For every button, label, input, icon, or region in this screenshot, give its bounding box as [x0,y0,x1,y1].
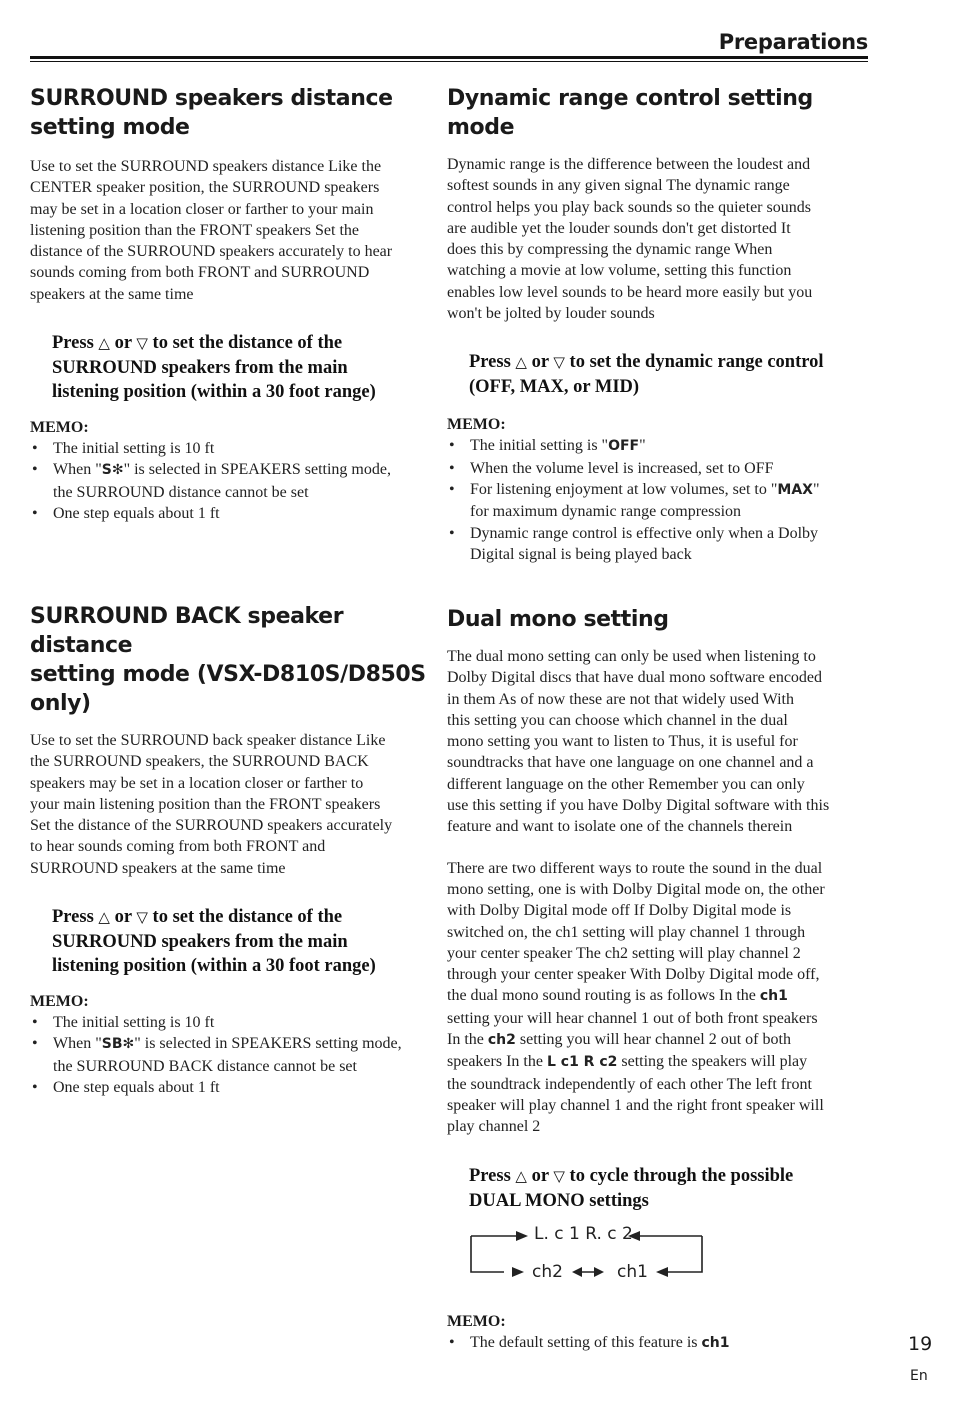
body-line: speakers In the [447,1053,547,1071]
memo-item [30,1012,430,1033]
memo-list [447,435,872,565]
down-triangle-icon: ▽ [553,355,565,372]
memo-item [447,458,872,479]
memo-item [30,438,430,459]
down-triangle-icon: ▽ [136,910,148,927]
body-line: speaker will play channel 1 and the right front speaker will [447,1096,824,1114]
body-line: sounds coming from both FRONT and SURROUND [30,264,370,282]
body-line: won't be jolted by louder sounds [447,305,655,323]
memo-text: for maximum dynamic range compression [470,503,742,521]
arrow-left-icon [572,1267,582,1277]
memo-item [30,459,430,503]
body-line: the dual mono sound routing is as follows In the [447,987,760,1005]
press-or: or [531,1165,549,1186]
cycle-label-lc1rc2: L. c 1 R. c 2 [534,1224,633,1244]
body-line: distance of the SURROUND speakers accurately to hear [30,243,393,261]
body-line: the SURROUND speakers, the SURROUND BACK [30,753,369,771]
display-code: ch1 [759,988,788,1005]
display-code: S✻ [101,462,124,479]
memo-item [30,1077,430,1098]
memo-title: MEMO: [30,993,89,1011]
arrow-right-icon [512,1267,524,1277]
memo-text: " [812,480,820,498]
memo-list [447,1332,872,1354]
press-line: (OFF, MAX, or MID) [469,377,640,398]
body-line: Use to set the SURROUND speakers distance Like the [30,158,382,175]
body-line: Dynamic range is the difference between the loudest and [447,156,811,173]
surround-back-heading [30,602,430,718]
press-word: Press [469,1165,511,1186]
memo-list [30,1012,430,1098]
press-line: to cycle through the possible [569,1165,794,1186]
body-line: mono setting you want to listen to Thus, it is useful for [447,733,798,751]
press-or: or [114,333,132,354]
body-line: does this by compressing the dynamic range When [447,241,773,259]
display-code: ch1 [701,1335,730,1351]
body-line: may be set in a location closer or farther to your main [30,200,374,218]
body-line: softest sounds in any given signal The dynamic range [447,177,790,195]
up-triangle-icon: △ [515,1168,527,1185]
memo-text: One step equals about 1 ft [53,1078,220,1096]
arrow-right-icon [594,1267,604,1277]
memo-item [30,1033,430,1077]
body-line: In the [447,1031,488,1049]
memo-list [30,438,430,524]
surround-back-instruction [30,905,430,978]
cycle-label-ch1: ch1 [617,1262,648,1282]
header-rule [30,56,868,59]
body-line: are audible yet the louder sounds don't get distorted It [447,219,791,237]
body-line: your main listening position than the FRONT speakers [30,795,381,813]
memo-text: The initial setting is 10 ft [53,440,215,458]
memo-text: " is selected in SPEAKERS setting mode, [134,1035,402,1053]
dual-mono-cycle-diagram [468,1222,708,1288]
body-line: CENTER speaker position, the SURROUND speakers [30,179,380,197]
body-line: through your center speaker With Dolby Digital mode off, [447,966,820,984]
press-line: DUAL MONO settings [469,1190,649,1211]
body-line: enables low level sounds to be heard more easily but you [447,283,813,301]
press-line: to set the dynamic range control [569,352,824,373]
arrow-right-icon [516,1231,528,1241]
body-line: feature and want to isolate one of the channels therein [447,818,793,836]
dual-mono-heading: Dual mono setting [447,607,669,632]
surround-back-body [30,730,430,879]
surround-distance-section [30,84,430,524]
memo-text: One step equals about 1 ft [53,504,220,522]
memo-text: The initial setting is " [470,437,609,455]
body-line: to hear sounds coming from both FRONT and [30,838,326,856]
memo-text: When " [53,1035,102,1053]
dual-mono-section [447,605,872,1213]
body-line: use this setting if you have Dolby Digital software with this [447,797,830,815]
surround-distance-heading [30,84,430,142]
dual-mono-memo [447,1312,872,1354]
cycle-label-ch2: ch2 [532,1262,563,1282]
body-line: setting your will hear channel 1 out of both front speakers [447,1009,818,1027]
memo-text: When " [53,461,102,479]
press-word: Press [52,907,94,928]
body-line: setting you will hear channel 2 out of both [515,1031,791,1049]
memo-item [447,1332,872,1354]
heading-line: SURROUND speakers distance [30,86,393,111]
press-line: listening position (within a 30 foot range) [52,956,376,977]
heading-line: only) [30,691,91,716]
heading-line: SURROUND BACK speaker distance [30,604,344,658]
memo-title: MEMO: [447,1313,506,1330]
memo-text: " is selected in SPEAKERS setting mode, [123,461,391,479]
memo-text: The default setting of this feature is [470,1334,702,1351]
memo-text: The initial setting is 10 ft [53,1014,215,1032]
body-line: speakers at the same time [30,285,194,303]
body-line: Use to set the SURROUND back speaker distance Like [30,732,386,749]
memo-item [30,503,430,524]
display-code: L c1 R c2 [546,1054,618,1071]
memo-item [447,523,872,566]
dual-mono-body-1 [447,646,872,838]
body-line: soundtracks that have one language on one channel and a [447,754,814,772]
memo-item [447,479,872,523]
memo-text: the SURROUND BACK distance cannot be set [53,1057,357,1075]
dual-mono-instruction [447,1164,872,1213]
body-line: watching a movie at low volume, setting this function [447,262,792,280]
dynamic-range-heading: Dynamic range control setting mode [447,86,813,140]
memo-title: MEMO: [30,419,89,437]
down-triangle-icon: ▽ [136,336,148,353]
display-code: MAX [777,481,813,498]
dynamic-range-section [447,84,872,565]
dynamic-range-instruction [447,350,872,399]
body-line: setting the speakers will play [617,1053,808,1071]
dynamic-range-body [447,154,872,324]
arrow-left-icon [656,1267,668,1277]
body-line: Set the distance of the SURROUND speakers accurately [30,817,393,835]
page-section-title: Preparations [718,30,868,54]
memo-item [447,435,872,457]
body-line: this setting you can choose which channel in the dual [447,711,788,729]
cycle-line-left [471,1236,504,1272]
body-line: switched on, the ch1 setting will play channel 1 through [447,923,806,941]
up-triangle-icon: △ [515,355,527,372]
surround-back-section [30,602,430,1098]
body-line: mono setting, one is with Dolby Digital mode on, the other [447,880,825,898]
body-line: different language on the other Remember you can only [447,775,805,793]
up-triangle-icon: △ [98,910,110,927]
heading-line: setting mode (VSX-D810S/D850S [30,662,426,687]
page-language: En [910,1368,928,1384]
cycle-line-right [666,1236,702,1272]
display-code: OFF [608,438,640,455]
body-line: There are two different ways to route the sound in the dual [447,859,823,877]
body-line: The dual mono setting can only be used when listening to [447,648,816,665]
memo-text: the SURROUND distance cannot be set [53,483,309,501]
memo-text: When the volume level is increased, set to OFF [470,459,774,477]
body-line: Dolby Digital discs that have dual mono software encoded [447,669,823,687]
up-triangle-icon: △ [98,336,110,353]
press-or: or [531,352,549,373]
body-line: the soundtrack independently of each other The left front [447,1075,812,1093]
press-line: SURROUND speakers from the main [52,932,348,953]
body-line: play channel 2 [447,1118,541,1136]
press-or: or [114,907,132,928]
press-line: to set the distance of the [152,907,343,928]
down-triangle-icon: ▽ [553,1168,565,1185]
press-word: Press [52,333,94,354]
heading-line: setting mode [30,115,190,140]
memo-text: Dynamic range control is effective only when a Dolby [470,524,819,542]
body-line: in them As of now these are not that widely used With [447,690,794,708]
display-code: SB✻ [101,1036,135,1053]
memo-text: For listening enjoyment at low volumes, set to " [470,480,778,498]
body-line: control helps you play back sounds so the quieter sounds [447,198,811,216]
body-line: SURROUND speakers at the same time [30,859,286,877]
body-line: with Dolby Digital mode off If Dolby Digital mode is [447,902,792,920]
page-number: 19 [908,1333,933,1355]
press-word: Press [469,352,511,373]
surround-distance-instruction [30,331,430,404]
display-code: ch2 [487,1032,516,1049]
surround-distance-body [30,156,430,305]
memo-title: MEMO: [447,416,506,434]
body-line: speakers may be set in a location closer or farther to [30,774,364,792]
press-line: listening position (within a 30 foot range) [52,382,376,403]
body-line: listening position than the FRONT speakers Set the [30,221,360,239]
dual-mono-body-2 [447,858,872,1138]
memo-text: Digital signal is being played back [470,545,692,563]
memo-text: " [639,437,646,455]
press-line: SURROUND speakers from the main [52,358,348,379]
body-line: your center speaker The ch2 setting will play channel 2 [447,944,801,962]
press-line: to set the distance of the [152,333,343,354]
header-rule-thin [30,61,868,62]
